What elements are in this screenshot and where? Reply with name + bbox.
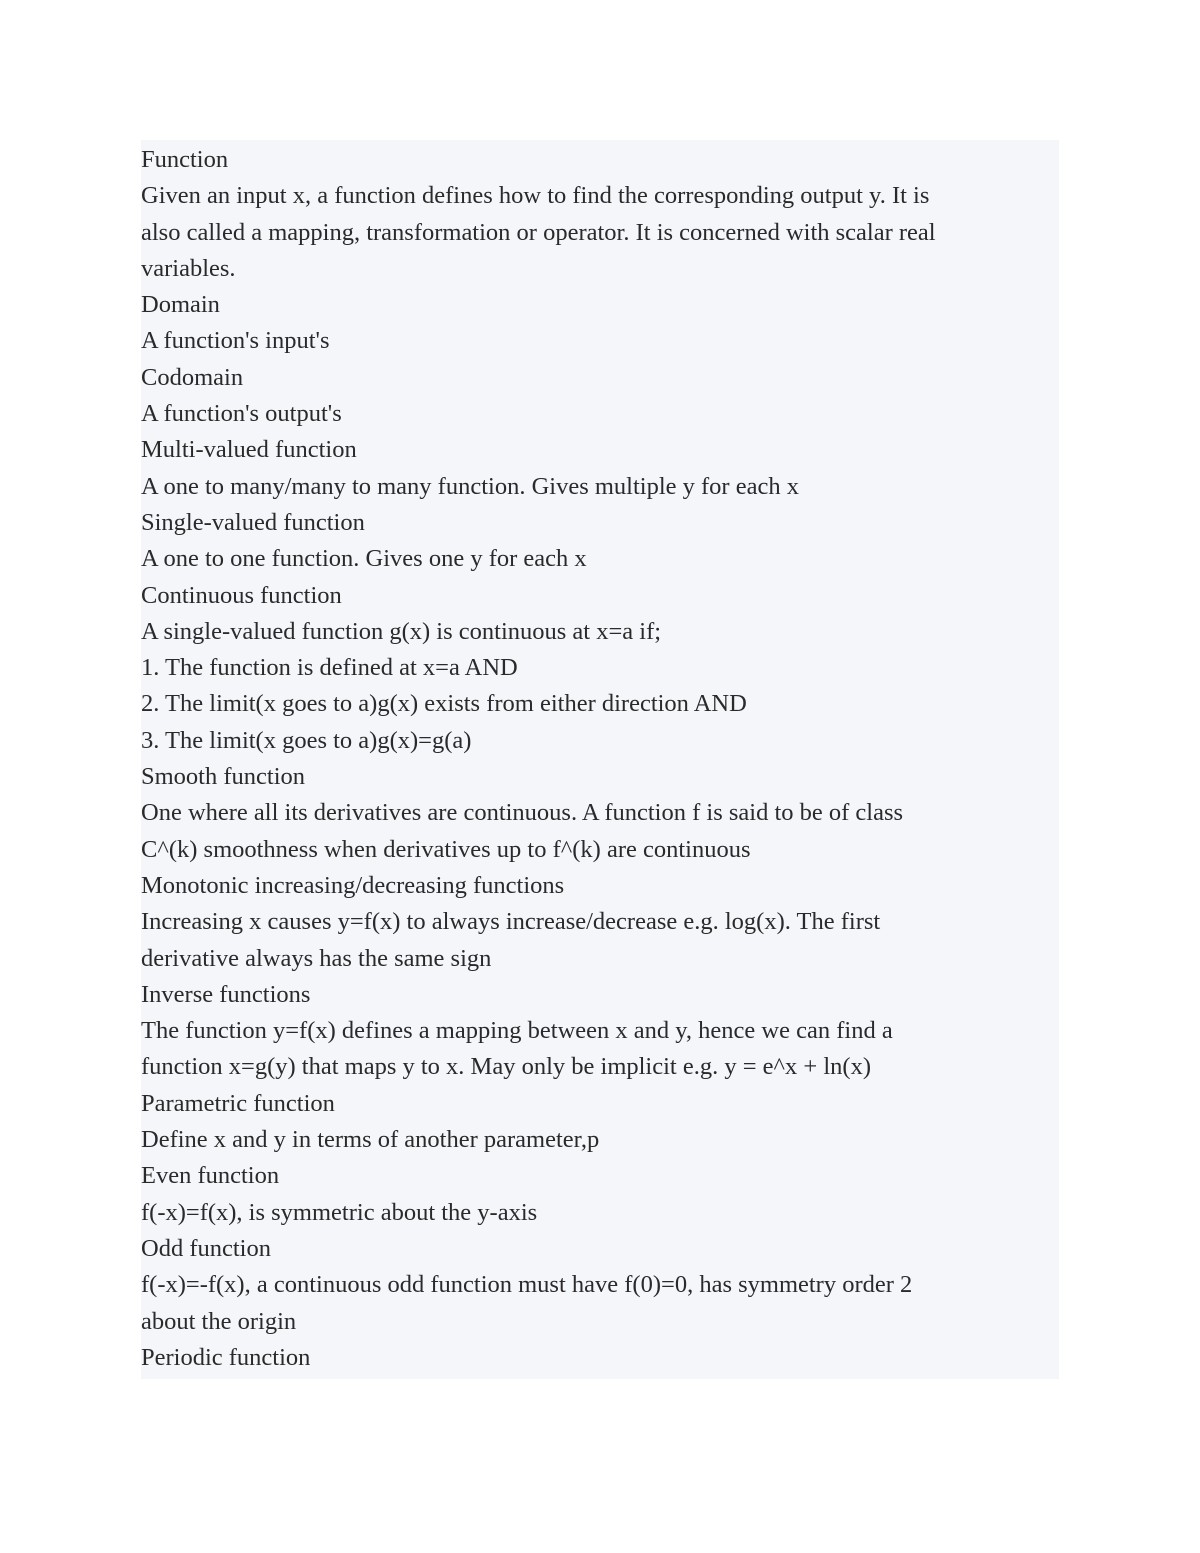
text-block [141,140,1059,1379]
definition-line: variables. [141,254,236,282]
term-heading: Even function [141,1162,280,1190]
term-heading: Function [141,146,229,173]
term-heading: Periodic function [141,1343,311,1371]
definition-line: 1. The function is defined at x=a AND [141,654,518,682]
definition-line: Given an input x, a function defines how to find the corresponding output y. It is [141,182,930,210]
definition-line: A function's output's [141,400,342,428]
term-heading: Multi-valued function [141,436,357,464]
definition-line: function x=g(y) that maps y to x. May only be implicit e.g. y = e^x + ln(x) [141,1053,871,1081]
definition-line: C^(k) smoothness when derivatives up to f^(k) are continuous [141,835,751,863]
term-heading: Inverse functions [141,980,311,1008]
term-heading: Single-valued function [141,508,365,536]
definition-line: Define x and y in terms of another parameter,p [141,1126,600,1154]
definition-line: A one to one function. Gives one y for each x [141,545,587,573]
term-heading: Domain [141,291,220,319]
definition-line: A function's input's [141,327,330,355]
definition-line: f(-x)=f(x), is symmetric about the y-axis [141,1198,538,1226]
term-heading: Odd function [141,1234,271,1262]
definition-line: The function y=f(x) defines a mapping between x and y, hence we can find a [141,1017,893,1045]
term-heading: Codomain [141,363,244,391]
definition-line: 3. The limit(x goes to a)g(x)=g(a) [141,726,472,754]
definition-line: 2. The limit(x goes to a)g(x) exists from either direction AND [141,690,747,718]
definition-line: also called a mapping, transformation or operator. It is concerned with scalar real [141,218,936,246]
definition-line: A single-valued function g(x) is continuous at x=a if; [141,617,662,645]
definition-line: A one to many/many to many function. Gives multiple y for each x [141,472,799,500]
term-heading: Continuous function [141,581,342,609]
definition-line: One where all its derivatives are continuous. A function f is said to be of class [141,799,904,827]
definition-line: derivative always has the same sign [141,944,492,972]
definition-line: about the origin [141,1307,297,1335]
term-heading: Smooth function [141,763,306,791]
definition-line: f(-x)=-f(x), a continuous odd function must have f(0)=0, has symmetry order 2 [141,1271,913,1299]
definition-line: Increasing x causes y=f(x) to always increase/decrease e.g. log(x). The first [141,908,881,936]
term-heading: Parametric function [141,1089,335,1117]
term-heading: Monotonic increasing/decreasing functions [141,871,565,899]
